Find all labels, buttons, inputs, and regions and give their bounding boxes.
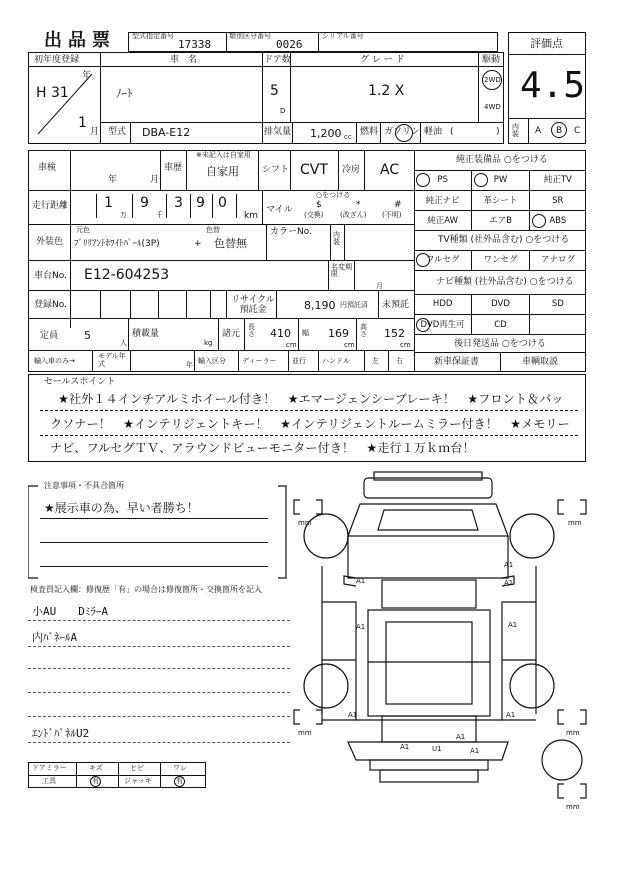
- dmg-mark-1: A1: [356, 577, 366, 585]
- handle-label: ハンドル: [322, 357, 350, 365]
- first-reg-label: 初年度登録: [34, 55, 80, 65]
- mm-label-3: mm: [298, 729, 312, 737]
- frame-value: E12-604253: [84, 267, 170, 283]
- import-kind-label: 輸入区分: [198, 357, 226, 365]
- displacement-label: 排気量: [264, 127, 292, 137]
- type-value: DBA-E12: [142, 126, 191, 139]
- dmg-mark-6: A1: [348, 711, 358, 719]
- notes-bracket: [28, 482, 288, 582]
- name-change-label: 名変期限: [331, 263, 352, 278]
- interior-b: B: [556, 126, 563, 136]
- tools-jack: ジャッキ: [124, 777, 152, 785]
- exchange-sym: $: [316, 200, 322, 210]
- shift-value: CVT: [300, 162, 328, 178]
- dims-label: 諸元: [222, 329, 241, 339]
- sales-line-3: ナビ、フルセグＴＶ、アラウンドビューモニター付き！ ★走行１万ｋｍ台！: [50, 441, 475, 455]
- doors-value: 5: [270, 83, 279, 99]
- fuel-label: 燃料: [360, 127, 379, 137]
- sales-line-1: ★社外１４インチアルミホイール付き！ ★エマージェンシーブレーキ！ ★フロント＆バッ: [58, 392, 564, 406]
- tamper-sym: *: [356, 200, 361, 210]
- tools-tool: 工具: [42, 777, 56, 785]
- dealer-label: ディーラー: [242, 357, 277, 365]
- cooler-value: AC: [380, 162, 400, 178]
- fuel-value: ガソリン: [384, 127, 421, 137]
- height-cm: cm: [400, 341, 411, 349]
- handle-right: 右: [396, 357, 403, 365]
- mm-label-1: mm: [298, 519, 312, 527]
- tools-crack: ヒビ: [130, 764, 144, 772]
- mm-label-4: mm: [566, 729, 580, 737]
- model-year-label: モデル年式: [98, 352, 126, 368]
- later-item-warranty: 新車保証書: [434, 357, 480, 367]
- score-label: 評価点: [530, 37, 563, 50]
- equip-title: 純正装備品 ○をつける: [456, 155, 548, 165]
- recycle-suffix: 円預託済: [340, 301, 368, 309]
- equip-item: エアB: [471, 210, 528, 230]
- cc-unit: cc: [344, 133, 352, 141]
- tv-item: ワンセグ: [471, 250, 528, 270]
- mile-label: マイル: [266, 205, 293, 215]
- doors-label: ドア数: [264, 55, 291, 65]
- nav-item: DVD再生可: [414, 314, 471, 334]
- nav-title: ナビ種類 (社外品含む) ○をつける: [436, 277, 574, 287]
- drive-4wd: 4WD: [484, 103, 501, 111]
- color-plus: +: [194, 239, 202, 249]
- model-year-suffix: 年: [186, 361, 193, 369]
- dmg-mark-7: A1: [506, 711, 516, 719]
- inspector-line-2: 内ﾊﾞﾈｰﾙA: [32, 631, 78, 644]
- shaken-month: 月: [150, 175, 160, 185]
- equip-selected-circle: [532, 214, 546, 228]
- shift-label: シフト: [262, 165, 290, 175]
- load-label: 積載量: [132, 329, 160, 339]
- recycle-label: リサイクル預託金: [231, 295, 275, 315]
- mileage-d3: 3: [174, 195, 183, 211]
- color-no-label: カラーNo.: [270, 227, 312, 237]
- car-name-value: ﾉｰﾄ: [116, 87, 133, 100]
- later-title: 後日発送品 ○をつける: [454, 339, 546, 349]
- attach-note: ○をつける: [316, 191, 351, 199]
- inspector-label: 検査員記入欄：修復歴「有」の場合は修復箇所・交換箇所を記入: [30, 585, 262, 594]
- paren-open: (: [450, 127, 454, 137]
- equip-item: 純正AW: [414, 210, 471, 230]
- nav-item: SD: [529, 294, 586, 314]
- dmg-mark-4: A1: [356, 623, 366, 631]
- reg-label: 登録No.: [34, 300, 67, 310]
- equip-item: PS: [414, 170, 471, 190]
- serial-label: シリアル番号: [322, 32, 364, 40]
- grade-label: グ レ ー ド: [360, 55, 405, 65]
- interior-b-circle: [551, 122, 567, 138]
- class-no-value: 0026: [276, 38, 303, 51]
- inspector-line-1: 小AU DﾐﾗｰA: [32, 605, 108, 618]
- width-value: 169: [328, 327, 349, 340]
- name-change-month: 月: [376, 282, 383, 290]
- shaken-year: 年: [108, 175, 118, 185]
- model-no-label: 型式指定番号: [132, 32, 174, 40]
- tamper-label: (改ざん): [340, 211, 367, 219]
- equip-selected-circle: [474, 173, 488, 187]
- dmg-mark-2: A1: [504, 561, 514, 569]
- history-label: 車歴: [164, 163, 183, 173]
- mileage-d5: 0: [218, 195, 227, 211]
- dmg-mark-11: A1: [470, 747, 480, 755]
- drive-2wd: 2WD: [484, 76, 501, 84]
- nav-item: CD: [471, 314, 528, 334]
- sales-line-2: クソナー！ ★インテリジェントキー！ ★インテリジェントルームミラー付き！ ★メモリー: [50, 417, 570, 431]
- month-value: 1: [78, 115, 87, 131]
- cooler-label: 冷房: [342, 165, 361, 175]
- equip-item: 純正TV: [529, 170, 586, 190]
- parallel-label: 並行: [292, 357, 306, 365]
- mileage-d1: 1: [104, 195, 113, 211]
- nav-grid: [414, 294, 586, 334]
- shaken-label: 車検: [38, 163, 57, 173]
- import-label: 輸入車のみ→: [34, 357, 75, 365]
- history-value: 自家用: [206, 165, 239, 178]
- mileage-label: 走行距離: [32, 201, 69, 211]
- tools-mirror: ドアミラー: [32, 764, 67, 772]
- dmg-mark-5: A1: [508, 621, 518, 629]
- type-label: 型式: [108, 127, 127, 137]
- orig-color-label: 元色: [76, 226, 90, 234]
- length-value: 410: [270, 327, 291, 340]
- tv-item: フルセグ: [414, 250, 471, 270]
- notes-line-1: ★展示車の為、早い者勝ち！: [44, 501, 199, 515]
- notes-label: 注意事項・不具合箇所: [44, 481, 124, 490]
- capacity-persons: 人: [120, 339, 127, 347]
- mileage-d2: 9: [140, 195, 149, 211]
- load-kg: kg: [204, 339, 213, 347]
- interior-label: 内装: [512, 123, 519, 138]
- displacement-value: 1,200: [310, 127, 342, 140]
- drive-label: 駆動: [482, 55, 501, 65]
- tv-item: アナログ: [529, 250, 586, 270]
- equip-grid: [414, 170, 586, 230]
- score-value: 4.5: [520, 65, 586, 106]
- dmg-mark-8: A1: [400, 743, 410, 751]
- tools-scratch: キズ: [89, 764, 103, 772]
- recycle-unpaid: 未預託: [382, 300, 410, 310]
- paren-close: ): [496, 127, 500, 137]
- nav-item: [529, 314, 586, 334]
- class-no-label: 類別区分番号: [229, 32, 271, 40]
- frame-label: 車台No.: [34, 271, 67, 281]
- mileage-sen: 千: [156, 211, 163, 219]
- car-name-label: 車 名: [170, 55, 198, 65]
- era-year: H 31: [36, 85, 69, 101]
- fuel-gasoline-circle: [395, 124, 413, 142]
- car-diagram: [286, 470, 616, 820]
- month-mark: 月: [90, 127, 100, 137]
- width-cm: cm: [344, 341, 355, 349]
- history-note: ※未記入は自家用: [196, 151, 251, 159]
- dmg-mark-9: A1: [456, 733, 466, 741]
- interior-a: A: [535, 126, 542, 136]
- height-value: 152: [384, 327, 405, 340]
- equip-item: 革シート: [471, 190, 528, 210]
- form-title: 出品票: [44, 30, 116, 51]
- equip-item: ABS: [529, 210, 586, 230]
- repaint-label: 色替: [206, 226, 220, 234]
- exchange-label: (交換): [304, 211, 324, 219]
- equip-item: PW: [471, 170, 528, 190]
- repaint-value: 色替無: [214, 237, 247, 250]
- capacity-value: 5: [84, 329, 91, 342]
- mileage-man: 万: [120, 211, 127, 219]
- equip-selected-circle: [416, 173, 430, 187]
- tv-grid: [414, 250, 586, 270]
- later-item-manual: 車輌取説: [522, 357, 559, 367]
- interior-c: C: [574, 126, 581, 136]
- tools-present2: 有: [176, 777, 183, 785]
- handle-left: 左: [372, 357, 379, 365]
- capacity-label: 定員: [40, 331, 59, 341]
- dmg-mark-3: A1: [504, 579, 514, 587]
- width-label: 幅: [302, 329, 309, 337]
- nav-item: HDD: [432, 299, 453, 309]
- mm-label-5: mm: [566, 803, 580, 811]
- grade-value: 1.2 X: [368, 83, 405, 99]
- mileage-km: km: [244, 211, 258, 221]
- length-cm: cm: [286, 341, 297, 349]
- nav-item: DVD: [471, 294, 528, 314]
- inspector-line-5: ｴﾝﾄﾞﾊﾟﾈﾙU2: [32, 727, 90, 740]
- tools-present: 有: [92, 777, 99, 785]
- diesel-label: 軽油: [424, 127, 443, 137]
- unknown-label: (不明): [382, 211, 402, 219]
- tv-selected-circle: [416, 253, 430, 267]
- mm-label-2: mm: [568, 519, 582, 527]
- recycle-value: 8,190: [304, 299, 336, 312]
- dmg-mark-10: U1: [432, 745, 442, 753]
- model-no-value: 17338: [178, 38, 212, 51]
- sales-label: セールスポイント: [44, 377, 116, 387]
- tools-break: ワレ: [173, 764, 187, 772]
- nav-selected-circle: [416, 318, 430, 332]
- interior-color-label: 内装: [333, 231, 340, 246]
- tv-title: TV種類 (社外品含む) ○をつける: [438, 235, 570, 245]
- equip-item: SR: [529, 190, 586, 210]
- color-label: 外装色: [36, 237, 64, 247]
- height-label: 高さ: [360, 323, 367, 338]
- length-label: 長さ: [248, 323, 255, 338]
- orig-color-value: ﾌﾞﾘﾘｱﾝﾄﾎﾜｲﾄﾊﾟｰﾙ(3P): [74, 239, 160, 249]
- doors-suffix: D: [280, 107, 286, 115]
- mileage-d4: 9: [196, 195, 205, 211]
- year-mark: 年: [82, 71, 92, 81]
- unknown-sym: #: [394, 200, 402, 210]
- equip-item: 純正ナビ: [414, 190, 471, 210]
